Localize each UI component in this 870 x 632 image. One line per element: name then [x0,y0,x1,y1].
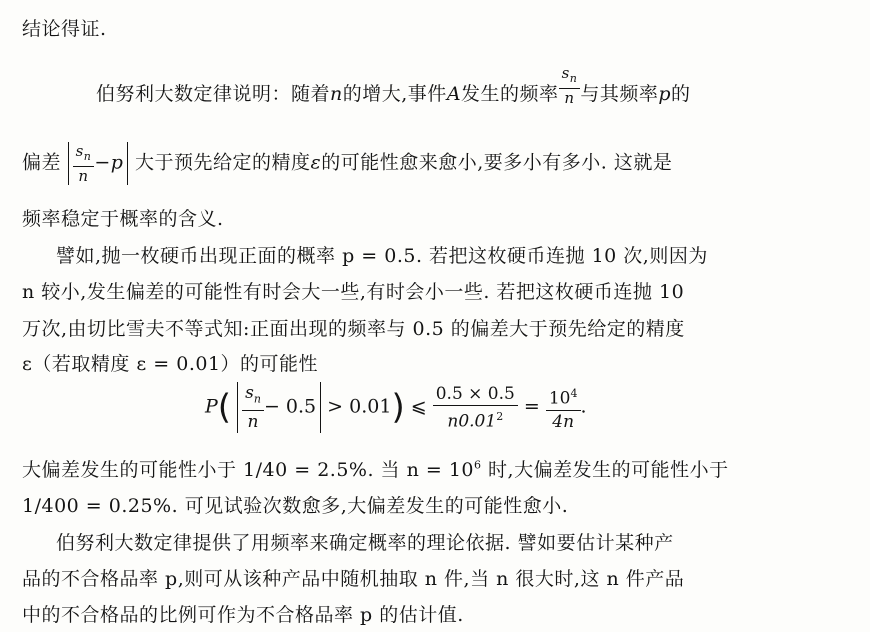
text-span: 的增大,事件 [342,83,447,105]
formula-eq: = [523,395,540,418]
text-line-9: 大偏差发生的可能性小于 1/40 = 2.5%. 当 $n = 10^6$ 时,大偏差发生的可能性小于 [22,458,729,481]
formula-fraction-result: $\frac{10^4}{4n}$ [546,383,581,433]
text-line-12: 品的不合格品率 p,则可从该种产品中随机抽取 n 件,当 n 很大时,这 n 件产品 [22,568,685,590]
text-line-4: 频率稳定于概率的含义. [22,208,224,230]
formula-abs [237,382,321,433]
text-line-5: 譬如,抛一枚硬币出现正面的概率 p = 0.5. 若把这枚硬币连抛 10 次,则因为 [56,245,708,267]
var-p: p [658,83,672,105]
text-span: 大于预先给定的精度 [135,151,311,174]
formula-fraction-bound: $\frac{0.5 \times 0.5}{n0.01^2}$ [433,383,518,433]
chebyshev-formula [205,382,587,433]
frequency-fraction [559,64,581,107]
big-paren-open: ( [217,387,232,428]
formula-P: P [205,395,218,418]
text-span: 的可能性愈来愈小,要多小有多小. 这就是 [321,151,673,174]
text-span: 伯努利大数定律说明：随着 [96,83,331,105]
formula-period: . [580,395,587,418]
text-span: 发生的频率 [461,83,559,105]
var-n: n [330,83,343,105]
text-line-1: 结论得证. [22,18,107,40]
text-line-7: 万次,由切比雪夫不等式知:正面出现的频率与 0.5 的偏差大于预先给定的精度 [22,318,685,340]
formula-gt: > 0.01 [327,395,392,418]
var-epsilon: ε [310,151,322,174]
text-span: 偏差 [22,151,62,174]
text-line-13: 中的不合格品的比例可作为不合格品率 p 的估计值. [22,604,464,626]
fraction-denominator: n [564,88,575,107]
text-span: 与其频率 [580,83,659,105]
var-A: A [446,83,462,105]
deviation-fraction: $\frac{s_n}{n}$ [73,142,95,185]
text-span: 的 [671,83,691,105]
text-line-10: 1/400 = 0.25%. 可见试验次数愈多,大偏差发生的可能性愈小. [22,495,569,517]
text-line-6: n 较小,发生偏差的可能性有时会大一些,有时会小一些. 若把这枚硬币连抛 10 [22,281,685,303]
text-line-2 [96,63,691,107]
deviation-abs [68,142,129,185]
fraction-numerator: $s_n$ [559,64,581,89]
text-line-11: 伯努利大数定律提供了用频率来确定概率的理论依据. 譬如要估计某种产 [56,532,674,554]
text-line-3 [22,142,672,185]
formula-leq: ⩽ [410,395,427,418]
formula-fraction-sn: $\frac{s_n}{n}$ [242,382,264,433]
minus-p: −p [94,151,124,174]
big-paren-close: ) [391,387,405,428]
formula-minus: − 0.5 [263,395,317,418]
text-line-8: ε（若取精度 ε = 0.01）的可能性 [22,353,319,375]
